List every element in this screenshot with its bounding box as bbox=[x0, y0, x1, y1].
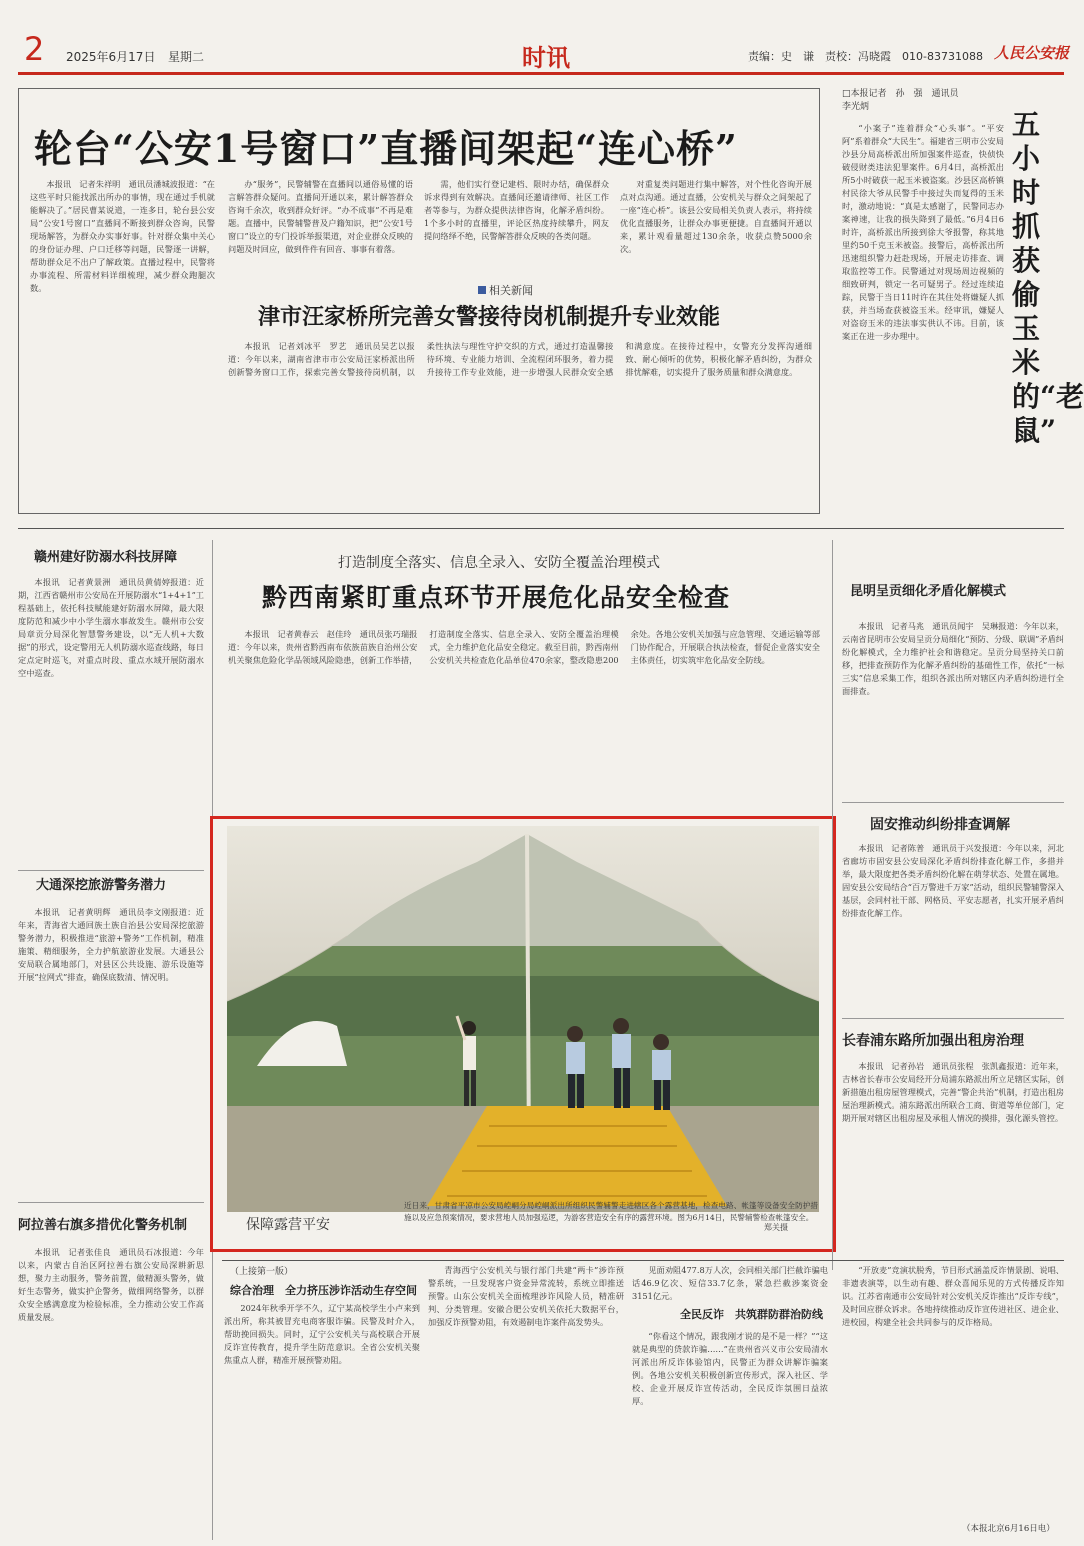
photo-caption-title: 保障露营平安 bbox=[246, 1217, 330, 1233]
continuation-heading: 综合治理 全力挤压涉诈活动生存空间 bbox=[230, 1284, 417, 1297]
left-article-2-title: 大通深挖旅游警务潜力 bbox=[36, 878, 167, 893]
section-name: 时讯 bbox=[522, 44, 570, 72]
main-article-title: 轮台“公安1号窗口”直播间架起“连心桥” bbox=[34, 126, 738, 171]
masthead-weekday: 星期二 bbox=[168, 50, 205, 64]
right-column-rule bbox=[832, 540, 833, 1270]
right-divider-1 bbox=[842, 802, 1064, 803]
sidebar-byline: □本报记者 孙 强 通讯员 李光炳 bbox=[842, 89, 968, 112]
continuation-source: （本报北京6月16日电） bbox=[962, 1524, 1055, 1534]
right-article-2-text: 本报讯 记者陈普 通讯员于兴发报道：今年以来，河北省廊坊市固安县公安局深化矛盾纠纷排查化解工作，多措并举，最大限度把各类矛盾纠纷化解在萌芽状态、处置在属地。固安县公安局结合“百万警进千万家”活动，组织民警辅警深入基层，会同村社干部、网格员、平安志愿者，扎实开展矛盾纠纷排查化解工作。 bbox=[842, 843, 1064, 918]
main-article-col3 bbox=[424, 178, 609, 296]
related-news-body bbox=[228, 340, 812, 506]
continuation-col2 bbox=[428, 1264, 624, 1540]
main-article-col1 bbox=[30, 178, 215, 508]
continuation-col2-text: 青海西宁公安机关与银行部门共建“两卡”涉诈预警系统，一旦发现客户资金异常流转，系统立即推送预警。山东公安机关全面梳理涉诈风险人员，精准研判、分类管理。安徽合肥公安机关依托大数据平台，加强反诈预警劝阻，有效遏制电诈案件高发势头。 bbox=[428, 1265, 624, 1327]
right-article-1-title: 昆明呈贡细化矛盾化解模式 bbox=[850, 584, 1007, 599]
continuation-col1-text: 2024年秋季开学不久，辽宁某高校学生小卢来到派出所，称其被冒充电商客服诈骗。民警及时介入，帮助挽回损失。同时，辽宁公安机关与高校联合开展反诈宣传教育，提升学生防范意识。全省公安机关聚焦重点人群，精准开展预警劝阻。 bbox=[224, 1303, 420, 1365]
right-article-3-title: 长春浦东路所加强出租房治理 bbox=[842, 1033, 1024, 1049]
masthead-date: 2025年6月17日 bbox=[66, 50, 156, 64]
sidebar-title: 五小时抓获偷玉米的“老鼠” bbox=[1012, 108, 1084, 447]
camping-photo-svg bbox=[227, 826, 819, 1212]
right-article-1-body bbox=[842, 620, 1064, 796]
divider-top bbox=[18, 528, 1064, 529]
page-number: 2 bbox=[24, 30, 45, 68]
left-divider-2 bbox=[18, 1202, 204, 1203]
main-article-col3-text: 需，他们实行登记建档、限时办结，确保群众诉求得到有效解决。直播间还邀请律师、社区工作者等参与，为群众提供法律咨询，化解矛盾纠纷。1个多小时的直播里，评论区热度持续攀升，网友提问络绎不绝，民警解答群众反映的各类问题。 bbox=[424, 179, 609, 241]
continuation-col3-top-text: 见面劝阻477.8万人次，会同相关部门拦截诈骗电话46.9亿次、短信33.7亿条，紧急拦截涉案资金3151亿元。 bbox=[632, 1265, 828, 1301]
right-article-2-title: 固安推动纠纷排查调解 bbox=[870, 817, 1010, 833]
masthead-rule bbox=[18, 72, 1064, 75]
left-article-2-body bbox=[18, 906, 204, 1186]
continuation-rule bbox=[222, 1260, 1064, 1261]
camping-photo bbox=[227, 826, 819, 1212]
related-news-label-text: 相关新闻 bbox=[489, 284, 533, 297]
main-article-col2-text: 办“服务”，民警辅警在直播间以通俗易懂的语言解答群众疑问。直播间开通以来，累计解答群众咨询千余次，收到群众好评。“办不成事”不再是难题。直播中，民警辅警普及户籍知识，把“公安1号窗口”设立的专门投诉举报渠道，对企业群众反映的问题及时回应，做到件件有回音、事事有着落。 bbox=[228, 179, 413, 254]
newspaper-logo: 人民公安报 bbox=[994, 44, 1070, 62]
right-divider-2 bbox=[842, 1018, 1064, 1019]
left-divider-1 bbox=[18, 870, 204, 871]
related-news-body-text: 本报讯 记者刘冰平 罗艺 通讯员吴艺以报道：今年以来，湖南省津市市公安局汪家桥派出所创新警务窗口工作，探索完善女警接待岗机制，以柔性执法与理性守护交织的方式，通过打造温馨接待环境、专业能力培训、全流程闭环服务，着力提升接待工作专业效能，进一步增强人民群众安全感和满意度。在接待过程中，女警充分发挥沟通细致、耐心倾听的优势，积极化解矛盾纠纷，为群众排忧解难，切实提升了服务质量和群众满意度。 bbox=[228, 341, 812, 377]
photo-caption-text: 近日来，甘肃省平凉市公安局崆峒分局崆峒派出所组织民警辅警走进辖区各个露营基地，检查电路、帐篷等设备安全防护措施以及应急预案情况，要求营地人员加强巡逻，为游客营造安全有序的露营环境。图为6月14日，民警辅警检查帐篷安全。 bbox=[404, 1201, 818, 1222]
left-article-3-text: 本报讯 记者张佳良 通讯员石冰报道：今年以来，内蒙古自治区阿拉善右旗公安局深耕新思想，聚力主动服务，警务前置，做精源头警务，做好生态警务，做实护企警务，做细网络警务，以群众安全感满意度为检验标准，全力推动公安工作高质量发展。 bbox=[18, 1247, 204, 1322]
right-article-3-text: 本报讯 记者孙岩 通讯员张程 张凯鑫报道：近年来，吉林省长春市公安局经开分局浦东路派出所立足辖区实际，创新措施出租房屋管理模式，完善“警企共治”机制，打造出租房屋治理新模式。浦东路派出所联合工商、街道等单位部门，定期开展对辖区出租房屋及承租人情况的摸排，强化源头管控。 bbox=[842, 1061, 1064, 1123]
left-article-3-title: 阿拉善右旗多措优化警务机制 bbox=[18, 1218, 188, 1233]
qian-body-text: 本报讯 记者黄春云 赵佳玲 通讯员张巧瑞报道：今年以来，贵州省黔西南布依族苗族自治州公安机关聚焦危险化学品领域风险隐患，创新工作举措，打造制度全落实、信息全录入、安防全覆盖治理模式，全力维护危化品安全稳定。截至目前，黔西南州公安机关共检查危化品单位470余家，整改隐患200余处。各地公安机关加强与应急管理、交通运输等部门协作配合，开展联合执法检查，督促企业落实安全主体责任，切实筑牢危化品安全防线。 bbox=[228, 629, 820, 665]
right-article-1-text: 本报讯 记者马兆 通讯员闻宇 吴琳报道：今年以来，云南省昆明市公安局呈贡分局细化“预防、分级、联调”矛盾纠纷化解模式，全力维护社会和谐稳定。呈贡分局坚持关口前移，把排查预防作为化解矛盾纠纷的基础性工作，依托“一标三实”信息采集工作，组织各派出所对辖区内矛盾纠纷进行全面排查。 bbox=[842, 621, 1064, 696]
left-article-1-text: 本报讯 记者黄景洲 通讯员黄倩婷报道：近期，江西省赣州市公安局在开展防溺水“1+4+1”工程基础上，依托科技赋能建好防溺水屏障，最大限度防范和减少中小学生溺水事故发生。赣州市公安局章贡分局深化智慧警务建设，以“无人机+大数据”的形式，设定警用无人机防溺水巡查线路，每日定点定时巡飞，对重点时段、重点水域开展防溺水空中巡查。 bbox=[18, 577, 204, 678]
continuation-col4 bbox=[842, 1264, 1064, 1516]
photo-credit: 郑关摄 bbox=[764, 1223, 788, 1232]
sidebar-body bbox=[842, 122, 1004, 588]
qian-title: 黔西南紧盯重点环节开展危化品安全检查 bbox=[262, 583, 731, 612]
main-article-col4 bbox=[620, 178, 812, 296]
main-article-col2 bbox=[228, 178, 413, 296]
left-article-2-text: 本报讯 记者黄明辉 通讯员李文刚报道：近年来，青海省大通回族土族自治县公安局深挖旅游警务潜力，积极推进“旅游+警务”工作机制，精准施策、精细服务，全力护航旅游业发展。大通县公安局联合属地部门，对县区公共设施、游乐设施等开展“拉网式”排查，确保底数清、情况明。 bbox=[18, 907, 204, 982]
left-article-3-body bbox=[18, 1246, 204, 1540]
main-article-col4-text: 对重复类问题进行集中解答，对个性化咨询开展点对点沟通。通过直播，公安机关与群众之间架起了一座“连心桥”。该县公安局相关负责人表示，将持续优化直播服务，让群众办事更便捷。自直播间开通以来，累计观看量超过130余条，收获点赞5000余次。 bbox=[620, 179, 812, 254]
main-article-col1-text: 本报讯 记者朱祥明 通讯员潘城波报道：“在这些平时只能找派出所办的事情，现在通过手机就能解决了。”居民曹某说道，一连多日，轮台县公安局“公安1号窗口”直播间不断接到群众咨询，民警现场解答，为群众办实事好事。针对群众集中关心的身份证办理、户口迁移等问题，民警逐一讲解，帮助群众足不出户了解政策。直播过程中，民警将办事流程、所需材料详细梳理，减少群众跑腿次数。 bbox=[30, 179, 215, 293]
qian-body bbox=[228, 628, 820, 804]
right-article-3-body bbox=[842, 1060, 1064, 1272]
related-news-title: 津市汪家桥所完善女警接待岗机制提升专业效能 bbox=[258, 304, 721, 330]
continuation-col3-heading: 全民反诈 共筑群防群治防线 bbox=[680, 1308, 823, 1321]
continuation-col3 bbox=[632, 1330, 828, 1540]
left-article-1-body bbox=[18, 576, 204, 862]
left-column bbox=[18, 536, 204, 1540]
right-article-2-body bbox=[842, 842, 1064, 1010]
qian-kicker: 打造制度全落实、信息全录入、安防全覆盖治理模式 bbox=[338, 555, 660, 571]
masthead-editors: 责编：史 谦 责校：冯晓霞 010-83731088 bbox=[748, 50, 983, 63]
left-article-1-title: 赣州建好防溺水科技屏障 bbox=[34, 550, 178, 565]
right-column bbox=[842, 536, 1064, 1272]
continuation-col4-text: “开放麦”竞演状脱秀，节目形式涵盖反诈情景剧、说唱、非遗表演等，以生动有趣、群众喜闻乐见的方式传播反诈知识。江苏省南通市公安局针对公安机关反诈推出“反诈专线”，及时回应群众诉求。各地持续推动反诈宣传进社区、进企业、进校园，构建全社会共同参与的反诈格局。 bbox=[842, 1265, 1064, 1327]
continuation-col3-text: “你看这个情况，跟我刚才说的是不是一样？”“这就是典型的贷款诈骗……”在贵州省兴义市公安局清水河派出所反诈体验馆内，民警正为群众讲解诈骗案例。各地公安机关积极创新宣传形式，深入社区、学校、企业开展反诈宣传活动，全民反诈氛围日益浓厚。 bbox=[632, 1331, 828, 1406]
related-news-marker-icon bbox=[478, 286, 486, 294]
continuation-col3-top bbox=[632, 1264, 828, 1301]
photo-caption bbox=[404, 1200, 818, 1246]
sidebar-body-text: “小案子”连着群众“心头事”。“平安阿”系着群众“大民生”。福建省三明市公安局沙县分局高桥派出所加强案件巡查，快侦快破侵财类违法犯罪案件。6月4日，高桥派出所5小时破获一起玉米被盗案。沙县区高桥镇村民徐大爷从民警手中接过失而复得的玉米时，激动地说：“真是太感谢了，民警同志办案神速，让我的损失降到了最低。”6月4日6时许，高桥派出所接到徐大爷报警，称其地里约50千克玉米被盗。接警后，高桥派出所迅速组织警力赶赴现场，开展走访排查、调取监控等工作。民警通过对现场周边视频的细致研判，锁定一名可疑男子。经过连续追踪，民警于当日11时许在其住处将嫌疑人抓获，并当场查获被盗玉米。经审讯，嫌疑人对盗窃玉米的违法事实供认不讳。目前，该案正在进一步办理中。 bbox=[842, 123, 1004, 341]
masthead bbox=[0, 0, 1080, 82]
continuation-col1 bbox=[224, 1302, 420, 1540]
continuation-from-label: （上接第一版） bbox=[230, 1267, 294, 1277]
related-news-label bbox=[478, 282, 533, 298]
